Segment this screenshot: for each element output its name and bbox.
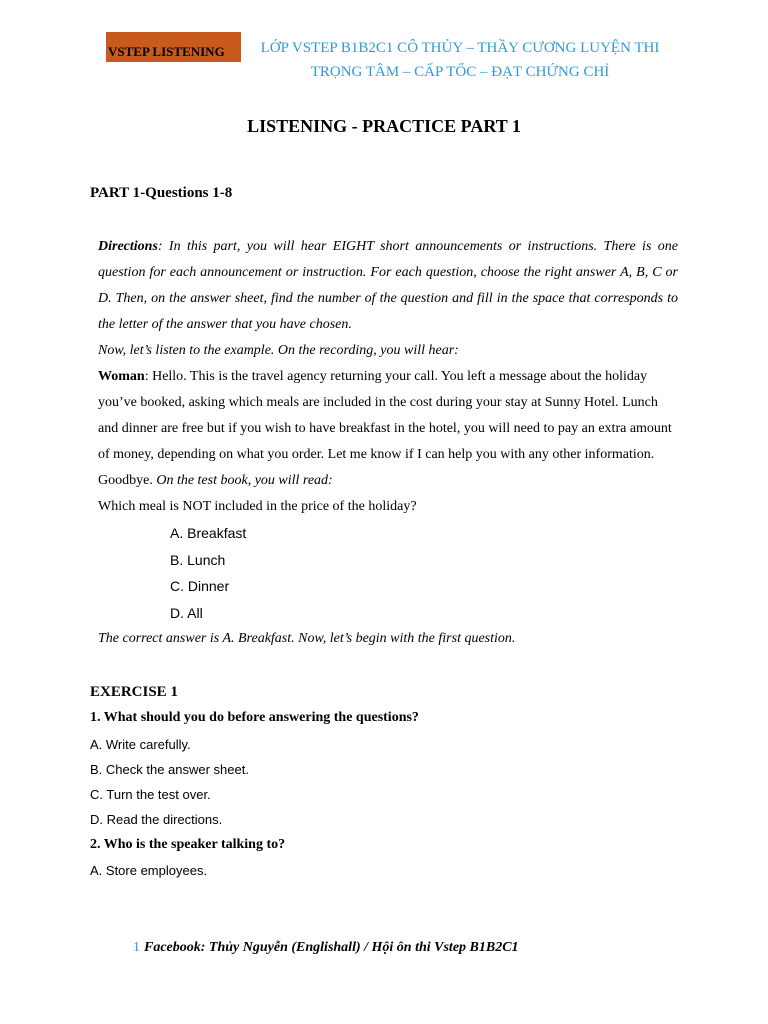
example-option-c: C. Dinner (170, 578, 230, 594)
part-heading: PART 1-Questions 1-8 (90, 185, 233, 201)
speaker-label: Woman (98, 369, 145, 384)
q1-option-d: D. Read the directions. (90, 812, 223, 827)
q1-option-a: A. Write carefully. (90, 737, 191, 752)
transcript-text: : Hello. This is the travel agency returning your call. You left a message about the holiday you’ve booked, asking which meals are included in the cost during your stay at Sunny Hotel. Lunch and dinner are free but if you wish to have breakfast in the hotel, you will need to pay an extra amount of money, depending on what you order. Let me know if I can help you with any other information. Goodbye. (98, 369, 672, 488)
directions-paragraph (98, 234, 678, 338)
directions-text: : In this part, you will hear EIGHT short announcements or instructions. There is one question for each announcement or instruction. For each question, choose the right answer A, B, C or D. Then, on the answer sheet, find the number of the question and fill in the space that corresponds to the letter of the answer that you have chosen. (98, 239, 678, 332)
q2-option-a: A. Store employees. (90, 863, 208, 878)
page-title: LISTENING - PRACTICE PART 1 (247, 116, 521, 136)
header-badge: VSTEP LISTENING (106, 32, 241, 62)
page-footer (133, 940, 519, 956)
example-intro: Now, let’s listen to the example. On the recording, you will hear: (98, 343, 459, 358)
example-option-b: B. Lunch (170, 552, 226, 568)
header-line-1: LỚP VSTEP B1B2C1 CÔ THỦY – THẦY CƯƠNG LUYỆN THI (260, 40, 660, 56)
q1-option-c: C. Turn the test over. (90, 787, 211, 802)
page-number: 1 (133, 940, 140, 955)
example-answer-note: The correct answer is A. Breakfast. Now, let’s begin with the first question. (98, 631, 516, 646)
example-option-a: A. Breakfast (170, 525, 247, 541)
q1-option-b: B. Check the answer sheet. (90, 762, 249, 777)
question-2: 2. Who is the speaker talking to? (90, 837, 286, 852)
example-question: Which meal is NOT included in the price of the holiday? (98, 499, 417, 514)
footer-text: Facebook: Thủy Nguyễn (Englishall) / Hội ôn thi Vstep B1B2C1 (144, 940, 519, 955)
header-line-2: TRỌNG TÂM – CẤP TỐC – ĐẠT CHỨNG CHỈ (310, 64, 610, 80)
example-option-d: D. All (170, 605, 203, 621)
directions-label: Directions (98, 239, 158, 254)
example-transcript (98, 364, 678, 494)
exercise-heading: EXERCISE 1 (90, 684, 178, 700)
test-book-note: On the test book, you will read: (156, 473, 333, 488)
question-1: 1. What should you do before answering the questions? (90, 710, 419, 725)
